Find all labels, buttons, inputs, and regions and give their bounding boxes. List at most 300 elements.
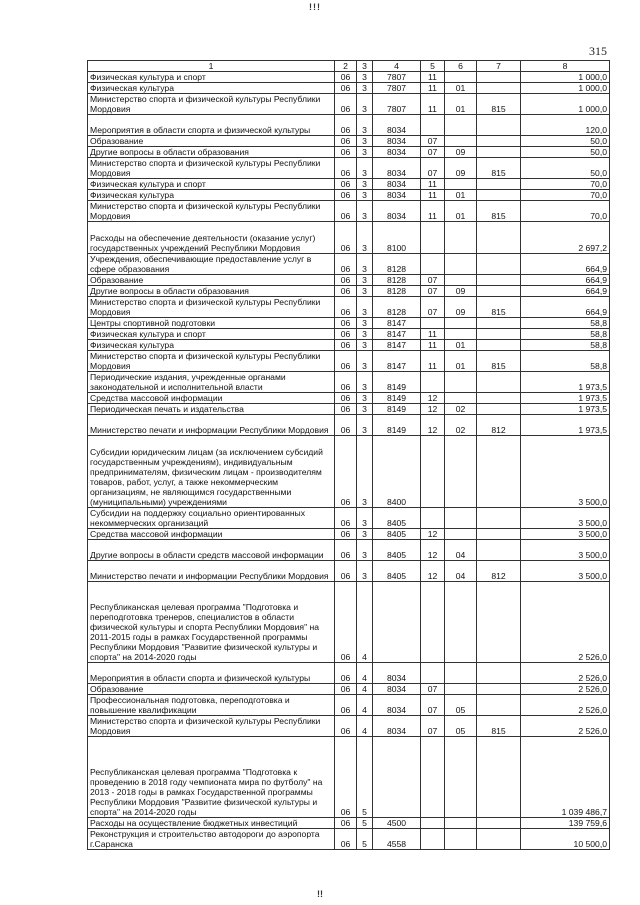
row-name: Министерство спорта и физической культуры Республики Мордовия <box>88 716 335 737</box>
row-name: Физическая культура <box>88 190 335 201</box>
row-code-2: 06 <box>335 94 357 115</box>
row-code-7: 815 <box>477 351 521 372</box>
row-name: Физическая культура <box>88 340 335 351</box>
row-code-6 <box>445 529 477 540</box>
row-code-3: 3 <box>357 275 373 286</box>
row-code-6 <box>445 663 477 684</box>
row-code-5 <box>421 829 445 850</box>
row-code-3: 3 <box>357 436 373 508</box>
row-amount: 3 500,0 <box>521 508 610 529</box>
table-row <box>88 695 610 716</box>
row-name: Расходы на осуществление бюджетных инвестиций <box>88 818 335 829</box>
row-code-6 <box>445 684 477 695</box>
row-code-3: 3 <box>357 329 373 340</box>
row-code-6 <box>445 818 477 829</box>
page-number: 315 <box>589 44 607 58</box>
column-header: 8 <box>521 61 610 72</box>
row-code-5 <box>421 582 445 663</box>
row-name: Субсидии на поддержку социально ориентированных некоммерческих организаций <box>88 508 335 529</box>
table-row <box>88 716 610 737</box>
row-amount: 3 500,0 <box>521 436 610 508</box>
table-row <box>88 158 610 179</box>
row-code-6 <box>445 436 477 508</box>
row-code-5 <box>421 318 445 329</box>
row-code-7: 815 <box>477 201 521 222</box>
row-amount: 120,0 <box>521 115 610 136</box>
table-row <box>88 404 610 415</box>
row-code-5: 12 <box>421 393 445 404</box>
row-code-4: 7807 <box>373 83 421 94</box>
row-code-2: 06 <box>335 201 357 222</box>
row-code-4: 8405 <box>373 540 421 561</box>
row-code-4: 8147 <box>373 318 421 329</box>
row-code-5: 12 <box>421 561 445 582</box>
row-code-4: 8147 <box>373 329 421 340</box>
row-name: Физическая культура и спорт <box>88 72 335 83</box>
row-name: Субсидии юридическим лицам (за исключением субсидий государственным учреждениям), индивидуальным предпринимателям, физическим лицам - производителям товаров, работ, услуг, а также некоммерческим организациям, не являющимся государственными (муниципальными) учреждениями <box>88 436 335 508</box>
row-amount: 70,0 <box>521 190 610 201</box>
row-code-2: 06 <box>335 351 357 372</box>
row-amount: 2 526,0 <box>521 695 610 716</box>
row-name: Мероприятия в области спорта и физической культуры <box>88 115 335 136</box>
row-code-4: 8149 <box>373 393 421 404</box>
row-name: Министерство спорта и физической культуры Республики Мордовия <box>88 94 335 115</box>
row-code-2: 06 <box>335 275 357 286</box>
row-amount: 664,9 <box>521 254 610 275</box>
row-code-3: 3 <box>357 529 373 540</box>
column-header: 7 <box>477 61 521 72</box>
row-name: Физическая культура и спорт <box>88 329 335 340</box>
row-code-5: 07 <box>421 684 445 695</box>
row-code-3: 3 <box>357 318 373 329</box>
row-code-2: 06 <box>335 529 357 540</box>
table-row <box>88 286 610 297</box>
row-code-4: 8128 <box>373 254 421 275</box>
row-code-4: 8147 <box>373 340 421 351</box>
row-code-5: 12 <box>421 415 445 436</box>
row-code-2: 06 <box>335 663 357 684</box>
table-row <box>88 540 610 561</box>
row-name: Мероприятия в области спорта и физической культуры <box>88 663 335 684</box>
row-code-6 <box>445 393 477 404</box>
row-code-6 <box>445 115 477 136</box>
row-code-3: 3 <box>357 179 373 190</box>
row-code-3: 4 <box>357 582 373 663</box>
row-amount: 70,0 <box>521 201 610 222</box>
row-code-2: 06 <box>335 737 357 818</box>
row-code-7: 815 <box>477 716 521 737</box>
row-code-7 <box>477 404 521 415</box>
row-name: Образование <box>88 684 335 695</box>
row-code-5 <box>421 254 445 275</box>
row-code-3: 3 <box>357 351 373 372</box>
row-amount: 3 500,0 <box>521 529 610 540</box>
row-code-7 <box>477 737 521 818</box>
row-code-5: 07 <box>421 716 445 737</box>
row-code-4: 8147 <box>373 351 421 372</box>
row-code-7 <box>477 222 521 254</box>
row-code-4: 8034 <box>373 158 421 179</box>
row-code-7 <box>477 582 521 663</box>
row-code-7 <box>477 829 521 850</box>
row-amount: 70,0 <box>521 179 610 190</box>
row-code-7 <box>477 529 521 540</box>
row-code-3: 4 <box>357 663 373 684</box>
row-code-4: 4500 <box>373 818 421 829</box>
row-code-2: 06 <box>335 286 357 297</box>
row-name: Физическая культура и спорт <box>88 179 335 190</box>
table-row <box>88 684 610 695</box>
row-amount: 3 500,0 <box>521 561 610 582</box>
row-code-5: 07 <box>421 297 445 318</box>
table-row <box>88 83 610 94</box>
row-code-5: 11 <box>421 201 445 222</box>
row-code-2: 06 <box>335 582 357 663</box>
row-code-7 <box>477 254 521 275</box>
row-amount: 1 973,5 <box>521 415 610 436</box>
row-amount: 1 000,0 <box>521 94 610 115</box>
row-code-7 <box>477 663 521 684</box>
row-code-2: 06 <box>335 695 357 716</box>
table-row <box>88 529 610 540</box>
row-code-7: 815 <box>477 297 521 318</box>
row-name: Периодические издания, учрежденные органами законодательной и исполнительной власти <box>88 372 335 393</box>
row-code-5 <box>421 222 445 254</box>
table-row <box>88 582 610 663</box>
row-code-6: 09 <box>445 286 477 297</box>
row-code-7 <box>477 286 521 297</box>
row-name: Министерство печати и информации Республики Мордовия <box>88 561 335 582</box>
row-code-6 <box>445 737 477 818</box>
column-header: 1 <box>88 61 335 72</box>
table-row <box>88 179 610 190</box>
row-code-5: 12 <box>421 540 445 561</box>
row-code-6 <box>445 508 477 529</box>
row-code-2: 06 <box>335 716 357 737</box>
row-code-5: 07 <box>421 275 445 286</box>
column-header: 3 <box>357 61 373 72</box>
row-code-7: 815 <box>477 94 521 115</box>
table-row <box>88 415 610 436</box>
page-header-mark: !!! <box>309 2 321 12</box>
row-code-3: 3 <box>357 415 373 436</box>
row-name: Физическая культура <box>88 83 335 94</box>
row-code-3: 5 <box>357 737 373 818</box>
row-code-2: 06 <box>335 829 357 850</box>
row-code-7 <box>477 540 521 561</box>
budget-table <box>87 60 610 850</box>
row-code-2: 06 <box>335 393 357 404</box>
row-name: Средства массовой информации <box>88 529 335 540</box>
row-code-6 <box>445 254 477 275</box>
row-code-3: 3 <box>357 297 373 318</box>
row-code-4: 8034 <box>373 115 421 136</box>
row-code-2: 06 <box>335 297 357 318</box>
row-code-6 <box>445 329 477 340</box>
table-row <box>88 136 610 147</box>
row-name: Образование <box>88 275 335 286</box>
row-code-7 <box>477 393 521 404</box>
row-code-6 <box>445 275 477 286</box>
table-row <box>88 275 610 286</box>
row-code-6: 02 <box>445 415 477 436</box>
row-code-7: 815 <box>477 158 521 179</box>
table-row <box>88 372 610 393</box>
row-code-6: 01 <box>445 83 477 94</box>
row-amount: 58,8 <box>521 329 610 340</box>
row-amount: 1 039 486,7 <box>521 737 610 818</box>
row-amount: 139 759,6 <box>521 818 610 829</box>
row-code-7 <box>477 818 521 829</box>
row-code-4: 8149 <box>373 372 421 393</box>
row-code-4: 7807 <box>373 94 421 115</box>
row-code-7: 812 <box>477 561 521 582</box>
row-amount: 2 526,0 <box>521 663 610 684</box>
row-code-5 <box>421 372 445 393</box>
row-code-6: 05 <box>445 695 477 716</box>
row-name: Центры спортивной подготовки <box>88 318 335 329</box>
row-code-4: 8149 <box>373 404 421 415</box>
row-code-3: 3 <box>357 94 373 115</box>
row-code-4: 4558 <box>373 829 421 850</box>
row-code-3: 5 <box>357 829 373 850</box>
row-code-7 <box>477 136 521 147</box>
row-code-5: 11 <box>421 72 445 83</box>
row-code-3: 4 <box>357 684 373 695</box>
column-header: 2 <box>335 61 357 72</box>
row-code-4: 8400 <box>373 436 421 508</box>
row-code-3: 3 <box>357 340 373 351</box>
row-code-2: 06 <box>335 158 357 179</box>
row-code-6: 09 <box>445 147 477 158</box>
row-code-6: 01 <box>445 190 477 201</box>
row-amount: 50,0 <box>521 158 610 179</box>
row-code-5 <box>421 737 445 818</box>
table-row <box>88 561 610 582</box>
row-code-6: 01 <box>445 351 477 372</box>
row-name: Министерство спорта и физической культуры Республики Мордовия <box>88 158 335 179</box>
row-code-3: 3 <box>357 254 373 275</box>
row-code-5: 07 <box>421 286 445 297</box>
row-code-7 <box>477 83 521 94</box>
row-code-3: 3 <box>357 147 373 158</box>
row-code-2: 06 <box>335 404 357 415</box>
row-code-4: 8034 <box>373 147 421 158</box>
table-row <box>88 340 610 351</box>
row-code-4: 8128 <box>373 286 421 297</box>
row-code-4: 8034 <box>373 201 421 222</box>
row-code-4 <box>373 582 421 663</box>
row-code-3: 4 <box>357 716 373 737</box>
table-row <box>88 297 610 318</box>
row-code-6 <box>445 318 477 329</box>
row-code-4: 7807 <box>373 72 421 83</box>
row-code-4: 8128 <box>373 275 421 286</box>
row-code-3: 3 <box>357 561 373 582</box>
table-row <box>88 201 610 222</box>
row-amount: 2 526,0 <box>521 684 610 695</box>
row-name: Республиканская целевая программа "Подготовка к проведению в 2018 году чемпионата мира по футболу" на 2013 - 2018 годы в рамках Государственной программы Республики Мордовия "Развитие физической культуры и спорта" на 2014-2020 годы <box>88 737 335 818</box>
row-code-3: 4 <box>357 695 373 716</box>
table-row <box>88 818 610 829</box>
table-row <box>88 94 610 115</box>
row-code-4: 8034 <box>373 663 421 684</box>
table-row <box>88 737 610 818</box>
row-amount: 58,8 <box>521 340 610 351</box>
row-amount: 3 500,0 <box>521 540 610 561</box>
row-code-5: 11 <box>421 351 445 372</box>
row-code-6 <box>445 829 477 850</box>
row-code-6: 01 <box>445 340 477 351</box>
row-code-3: 3 <box>357 190 373 201</box>
row-name: Профессиональная подготовка, переподготовка и повышение квалификации <box>88 695 335 716</box>
row-code-4: 8034 <box>373 684 421 695</box>
table-row <box>88 508 610 529</box>
row-amount: 58,8 <box>521 351 610 372</box>
row-code-7 <box>477 72 521 83</box>
row-code-2: 06 <box>335 684 357 695</box>
row-amount: 50,0 <box>521 147 610 158</box>
row-code-4: 8034 <box>373 695 421 716</box>
row-code-7 <box>477 190 521 201</box>
row-code-6: 09 <box>445 158 477 179</box>
row-code-3: 3 <box>357 222 373 254</box>
row-code-5: 07 <box>421 158 445 179</box>
row-code-4: 8034 <box>373 136 421 147</box>
row-code-5: 07 <box>421 136 445 147</box>
row-amount: 664,9 <box>521 286 610 297</box>
row-name: Расходы на обеспечение деятельности (оказание услуг) государственных учреждений Республики Мордовия <box>88 222 335 254</box>
row-code-7 <box>477 329 521 340</box>
row-name: Реконструкция и строительство автодороги до аэропорта г.Саранска <box>88 829 335 850</box>
row-code-5 <box>421 663 445 684</box>
row-code-3: 3 <box>357 404 373 415</box>
row-code-3: 3 <box>357 201 373 222</box>
row-code-6: 04 <box>445 561 477 582</box>
row-name: Министерство спорта и физической культуры Республики Мордовия <box>88 297 335 318</box>
row-code-5 <box>421 818 445 829</box>
row-name: Республиканская целевая программа "Подготовка и переподготовка тренеров, специалистов в области физической культуры и спорта Республики Мордовия" на 2011-2015 годы в рамках Государственной программы Республики Мордовия "Развитие физической культуры и спорта" на 2014-2020 годы <box>88 582 335 663</box>
row-code-2: 06 <box>335 115 357 136</box>
row-code-4: 8149 <box>373 415 421 436</box>
row-code-5: 11 <box>421 190 445 201</box>
row-code-3: 3 <box>357 72 373 83</box>
row-code-5: 11 <box>421 329 445 340</box>
row-code-5: 12 <box>421 529 445 540</box>
row-name: Министерство печати и информации Республики Мордовия <box>88 415 335 436</box>
row-code-7 <box>477 115 521 136</box>
table-row <box>88 72 610 83</box>
column-header: 5 <box>421 61 445 72</box>
row-name: Периодическая печать и издательства <box>88 404 335 415</box>
row-amount: 1 000,0 <box>521 83 610 94</box>
row-code-2: 06 <box>335 318 357 329</box>
row-code-7 <box>477 372 521 393</box>
row-amount: 50,0 <box>521 136 610 147</box>
row-amount: 1 973,5 <box>521 372 610 393</box>
row-code-5 <box>421 115 445 136</box>
row-code-2: 06 <box>335 190 357 201</box>
row-code-4: 8034 <box>373 190 421 201</box>
row-code-7 <box>477 436 521 508</box>
row-code-6: 09 <box>445 297 477 318</box>
row-amount: 58,8 <box>521 318 610 329</box>
row-code-5: 11 <box>421 94 445 115</box>
row-code-3: 3 <box>357 286 373 297</box>
row-code-6 <box>445 372 477 393</box>
table-row <box>88 663 610 684</box>
row-name: Министерство спорта и физической культуры Республики Мордовия <box>88 351 335 372</box>
table-row <box>88 329 610 340</box>
table-row <box>88 436 610 508</box>
table-header-row <box>88 61 610 72</box>
row-code-4: 8034 <box>373 179 421 190</box>
row-amount: 1 973,5 <box>521 393 610 404</box>
table-row <box>88 254 610 275</box>
row-code-6: 01 <box>445 94 477 115</box>
row-code-3: 3 <box>357 393 373 404</box>
row-name: Образование <box>88 136 335 147</box>
row-code-2: 06 <box>335 222 357 254</box>
row-code-2: 06 <box>335 179 357 190</box>
row-code-6 <box>445 179 477 190</box>
row-code-3: 3 <box>357 115 373 136</box>
row-name: Другие вопросы в области средств массовой информации <box>88 540 335 561</box>
row-code-7 <box>477 695 521 716</box>
row-code-2: 06 <box>335 540 357 561</box>
row-amount: 2 697,2 <box>521 222 610 254</box>
row-code-5: 11 <box>421 83 445 94</box>
row-code-4: 8405 <box>373 508 421 529</box>
row-code-2: 06 <box>335 147 357 158</box>
row-code-5 <box>421 436 445 508</box>
row-name: Другие вопросы в области образования <box>88 147 335 158</box>
row-amount: 1 000,0 <box>521 72 610 83</box>
row-code-4: 8405 <box>373 529 421 540</box>
row-code-6 <box>445 136 477 147</box>
row-code-6: 02 <box>445 404 477 415</box>
row-code-5: 12 <box>421 404 445 415</box>
row-name: Учреждения, обеспечивающие предоставление услуг в сфере образования <box>88 254 335 275</box>
row-code-3: 3 <box>357 158 373 179</box>
column-header: 6 <box>445 61 477 72</box>
page-footer-mark: !! <box>317 889 323 899</box>
row-code-7 <box>477 684 521 695</box>
table-row <box>88 190 610 201</box>
row-name: Министерство спорта и физической культуры Республики Мордовия <box>88 201 335 222</box>
row-code-6 <box>445 72 477 83</box>
row-code-7 <box>477 318 521 329</box>
row-code-2: 06 <box>335 329 357 340</box>
row-code-7 <box>477 275 521 286</box>
row-code-2: 06 <box>335 818 357 829</box>
row-code-4: 8405 <box>373 561 421 582</box>
row-code-3: 3 <box>357 83 373 94</box>
row-code-2: 06 <box>335 72 357 83</box>
row-name: Другие вопросы в области образования <box>88 286 335 297</box>
row-code-4 <box>373 737 421 818</box>
row-code-7 <box>477 508 521 529</box>
row-code-7 <box>477 340 521 351</box>
row-code-5: 11 <box>421 179 445 190</box>
row-name: Средства массовой информации <box>88 393 335 404</box>
column-header: 4 <box>373 61 421 72</box>
row-code-3: 3 <box>357 508 373 529</box>
row-amount: 2 526,0 <box>521 716 610 737</box>
row-amount: 1 973,5 <box>521 404 610 415</box>
row-code-2: 06 <box>335 83 357 94</box>
row-code-7: 812 <box>477 415 521 436</box>
